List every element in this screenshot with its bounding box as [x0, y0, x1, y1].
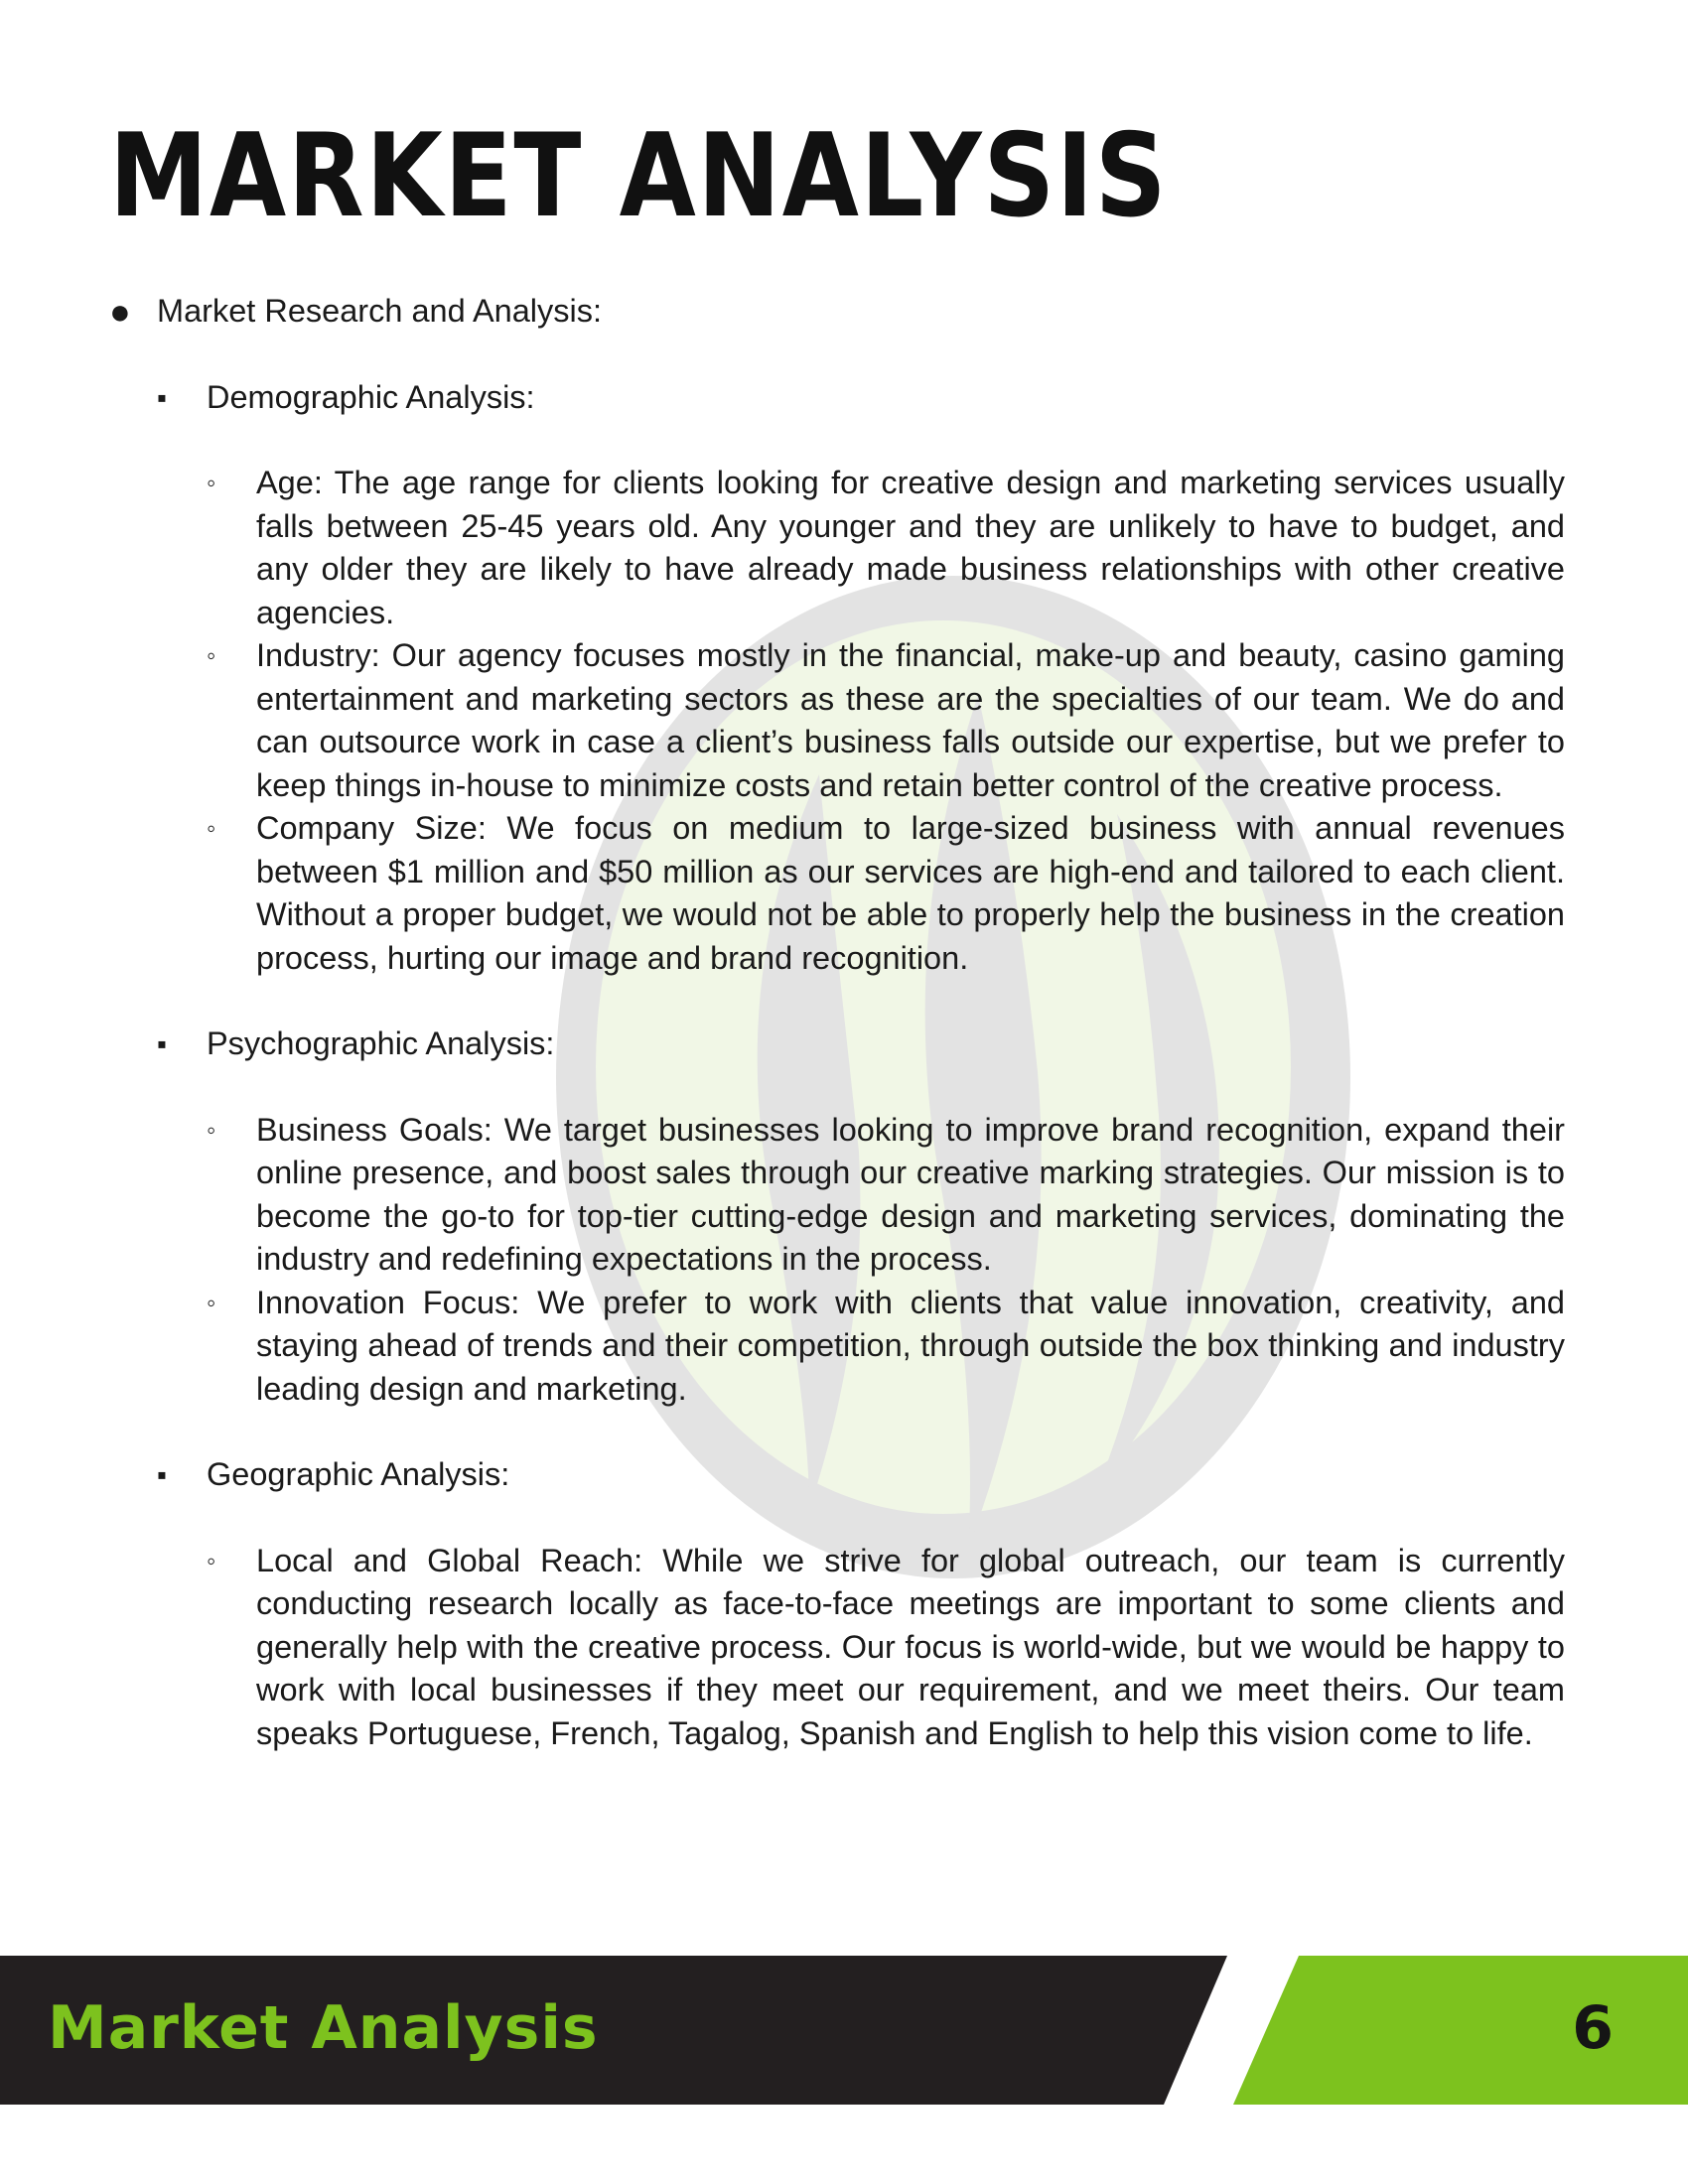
hollow-circle-bullet-icon: ◦: [207, 1545, 216, 1575]
page-number: 6: [1572, 1993, 1614, 2063]
list-item: [109, 1109, 1565, 1282]
group-heading-label: Psychographic Analysis:: [207, 1025, 555, 1061]
square-bullet-icon: ▪: [157, 1459, 167, 1490]
list-item-text: Company Size: We focus on medium to large-sized business with annual revenues between $1 million and $50 million as our services are high-end and tailored to each client. Without a proper budget, we would not be able to properly help the business in the creation process, hurting our image and brand recognition.: [256, 810, 1565, 976]
group-heading-demographic: [109, 376, 1565, 420]
list-item-text: Local and Global Reach: While we strive for global outreach, our team is currently conducting research locally as face-to-face meetings are important to some clients and generally help with the creative process. Our focus is world-wide, but we would be happy to work with local businesses if they meet our requirement, and we meet theirs. Our team speaks Portuguese, French, Tagalog, Spanish and English to help this vision come to life.: [256, 1542, 1565, 1751]
list-item: [109, 462, 1565, 634]
square-bullet-icon: ▪: [157, 1028, 167, 1059]
hollow-circle-bullet-icon: ◦: [207, 1287, 216, 1317]
page-title: MARKET ANALYSIS: [109, 109, 1169, 243]
hollow-circle-bullet-icon: ◦: [207, 468, 216, 497]
section-heading: [109, 290, 1565, 334]
hollow-circle-bullet-icon: ◦: [207, 813, 216, 843]
group-heading-psychographic: [109, 1023, 1565, 1066]
list-item: [109, 807, 1565, 980]
list-item: [109, 1282, 1565, 1412]
section-heading-label: Market Research and Analysis:: [157, 293, 602, 329]
list-item: [109, 634, 1565, 807]
footer-bar: [0, 1956, 1688, 2105]
square-bullet-icon: ▪: [157, 381, 167, 413]
list-item-text: Innovation Focus: We prefer to work with clients that value innovation, creativity, and staying ahead of trends and their competition, through outside the box thinking and industry leading design and marketing.: [256, 1284, 1565, 1407]
list-item-text: Business Goals: We target businesses looking to improve brand recognition, expand their online presence, and boost sales through our creative marking strategies. Our mission is to become the go-to for top-tier cutting-edge design and marketing services, dominating the industry and redefining expectations in the process.: [256, 1111, 1565, 1277]
filled-circle-bullet-icon: ●: [109, 291, 131, 332]
list-item: [109, 1540, 1565, 1756]
hollow-circle-bullet-icon: ◦: [207, 640, 216, 670]
content-body: [109, 290, 1565, 1798]
list-item-text: Age: The age range for clients looking for creative design and marketing services usually falls between 25-45 years old. Any younger and they are unlikely to have to budget, and any older they are likely to have already made business relationships with other creative agencies.: [256, 465, 1565, 630]
group-heading-geographic: [109, 1453, 1565, 1497]
list-item-text: Industry: Our agency focuses mostly in the financial, make-up and beauty, casino gaming entertainment and marketing sectors as these are the specialties of our team. We do and can outsource work in case a client’s business falls outside our expertise, but we prefer to keep things in-house to minimize costs and retain better control of the creative process.: [256, 637, 1565, 803]
hollow-circle-bullet-icon: ◦: [207, 1114, 216, 1145]
group-heading-label: Geographic Analysis:: [207, 1456, 510, 1492]
footer-title: Market Analysis: [48, 1993, 599, 2063]
group-heading-label: Demographic Analysis:: [207, 378, 535, 415]
